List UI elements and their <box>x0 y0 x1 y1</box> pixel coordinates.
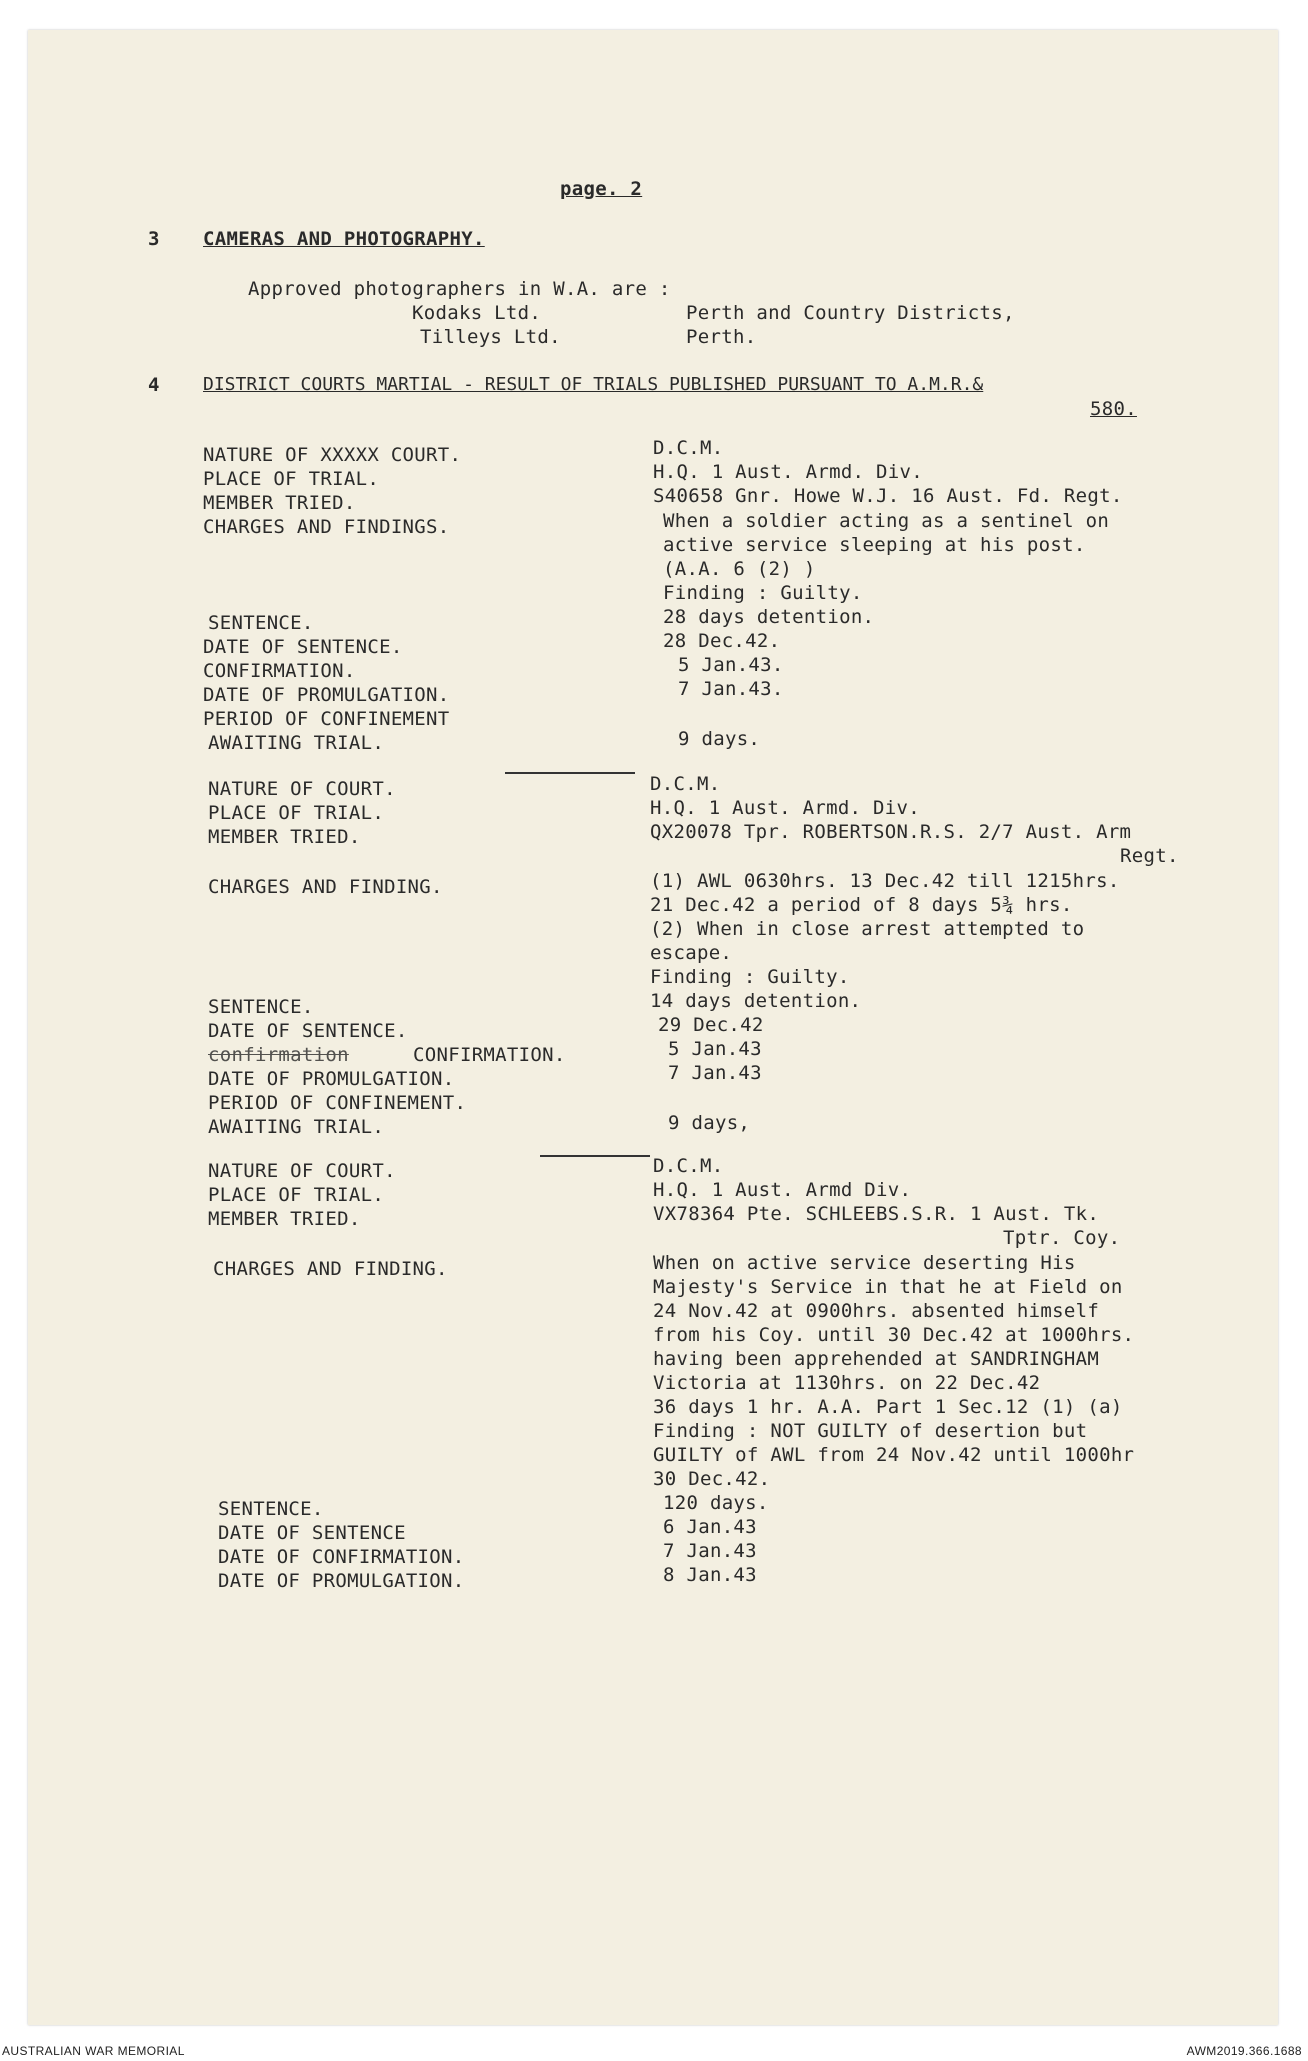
value-nature: D.C.M. <box>650 773 721 795</box>
label-charges: CHARGES AND FINDING. <box>208 876 443 898</box>
label-nature: NATURE OF COURT. <box>208 1160 396 1182</box>
photographer-area: Perth and Country Districts, <box>686 302 1015 324</box>
value-place: H.Q. 1 Aust. Armd. Div. <box>653 461 923 483</box>
value-member: QX20078 Tpr. ROBERTSON.R.S. 2/7 Aust. Arm <box>650 821 1132 843</box>
charges-line: (2) When in close arrest attempted to <box>650 918 1085 940</box>
value-date-of-sentence: 29 Dec.42 <box>658 1014 764 1036</box>
photographer-area: Perth. <box>686 326 757 348</box>
footer-accession-number: AWM2019.366.1688 <box>1186 2044 1302 2058</box>
charges-line: GUILTY of AWL from 24 Nov.42 until 1000hr <box>653 1444 1135 1466</box>
charges-line: Finding : Guilty. <box>650 966 850 988</box>
label-sentence: SENTENCE. <box>208 612 314 634</box>
label-awaiting-trial: AWAITING TRIAL. <box>208 1116 385 1138</box>
value-sentence: 120 days. <box>663 1492 769 1514</box>
label-member: MEMBER TRIED. <box>203 492 356 514</box>
section-4-heading-cont: 580. <box>1090 398 1137 420</box>
charges-line: having been apprehended at SANDRINGHAM <box>653 1348 1100 1370</box>
value-nature: D.C.M. <box>653 437 724 459</box>
label-confirmation: CONFIRMATION. <box>203 660 356 682</box>
page-label: page. 2 <box>560 178 643 200</box>
value-place: H.Q. 1 Aust. Armd. Div. <box>650 797 920 819</box>
label-member: MEMBER TRIED. <box>208 1208 361 1230</box>
value-confirmation: 5 Jan.43. <box>678 654 784 676</box>
label-place: PLACE OF TRIAL. <box>208 1184 385 1206</box>
value-sentence: 28 days detention. <box>663 606 875 628</box>
separator-rule <box>540 1155 650 1157</box>
label-nature: NATURE OF COURT. <box>208 778 396 800</box>
charges-line: (1) AWL 0630hrs. 13 Dec.42 till 1215hrs. <box>650 870 1120 892</box>
label-date-of-sentence: DATE OF SENTENCE. <box>203 636 403 658</box>
label-date-of-sentence: DATE OF SENTENCE <box>218 1522 406 1544</box>
photographer-name: Kodaks Ltd. <box>412 302 542 324</box>
label-promulgation: DATE OF PROMULGATION. <box>208 1068 455 1090</box>
struck-label: confirmation <box>208 1044 349 1066</box>
value-promulgation: 8 Jan.43 <box>663 1564 757 1586</box>
charges-line: from his Coy. until 30 Dec.42 at 1000hrs. <box>653 1324 1135 1346</box>
label-awaiting-trial: AWAITING TRIAL. <box>208 732 385 754</box>
label-confirmation: CONFIRMATION. <box>413 1044 566 1066</box>
label-promulgation: DATE OF PROMULGATION. <box>218 1570 465 1592</box>
charges-line: 36 days 1 hr. A.A. Part 1 Sec.12 (1) (a) <box>653 1396 1123 1418</box>
value-member-cont: Regt. <box>1120 845 1179 867</box>
section-3-number: 3 <box>148 228 160 250</box>
charges-line: active service sleeping at his post. <box>663 534 1086 556</box>
value-confirmation: 5 Jan.43 <box>668 1038 762 1060</box>
charges-line: 24 Nov.42 at 0900hrs. absented himself <box>653 1300 1100 1322</box>
label-date-of-sentence: DATE OF SENTENCE. <box>208 1020 408 1042</box>
section-4-number: 4 <box>148 374 160 396</box>
value-promulgation: 7 Jan.43. <box>678 678 784 700</box>
label-confinement: PERIOD OF CONFINEMENT. <box>208 1092 467 1114</box>
charges-line: 21 Dec.42 a period of 8 days 5¾ hrs. <box>650 894 1073 916</box>
label-member: MEMBER TRIED. <box>208 826 361 848</box>
label-nature: NATURE OF XXXXX COURT. <box>203 444 462 466</box>
label-charges: CHARGES AND FINDINGS. <box>203 516 450 538</box>
label-place: PLACE OF TRIAL. <box>203 468 380 490</box>
value-confinement: 9 days, <box>668 1112 751 1134</box>
section-4-heading: DISTRICT COURTS MARTIAL - RESULT OF TRIALS PUBLISHED PURSUANT TO A.M.R.& <box>203 374 984 395</box>
charges-line: Victoria at 1130hrs. on 22 Dec.42 <box>653 1372 1041 1394</box>
charges-line: 30 Dec.42. <box>653 1468 771 1490</box>
value-confirmation: 7 Jan.43 <box>663 1540 757 1562</box>
value-date-of-sentence: 28 Dec.42. <box>663 630 781 652</box>
charges-line: escape. <box>650 942 733 964</box>
label-sentence: SENTENCE. <box>218 1498 324 1520</box>
charges-line: When on active service deserting His <box>653 1252 1076 1274</box>
photographers-intro: Approved photographers in W.A. are : <box>248 278 671 300</box>
charges-line: Finding : Guilty. <box>663 582 863 604</box>
value-sentence: 14 days detention. <box>650 990 862 1012</box>
value-member-cont: Tptr. Coy. <box>1003 1227 1121 1249</box>
photographer-name: Tilleys Ltd. <box>420 326 561 348</box>
label-confinement: PERIOD OF CONFINEMENT <box>203 708 450 730</box>
value-place: H.Q. 1 Aust. Armd Div. <box>653 1179 912 1201</box>
value-promulgation: 7 Jan.43 <box>668 1062 762 1084</box>
label-promulgation: DATE OF PROMULGATION. <box>203 684 450 706</box>
footer-institution: AUSTRALIAN WAR MEMORIAL <box>2 2044 185 2058</box>
label-confirmation: DATE OF CONFIRMATION. <box>218 1546 465 1568</box>
label-charges: CHARGES AND FINDING. <box>213 1258 448 1280</box>
charges-line: Finding : NOT GUILTY of desertion but <box>653 1420 1088 1442</box>
value-nature: D.C.M. <box>653 1155 724 1177</box>
value-member: VX78364 Pte. SCHLEEBS.S.R. 1 Aust. Tk. <box>653 1203 1100 1225</box>
charges-line: (A.A. 6 (2) ) <box>663 558 816 580</box>
charges-line: When a soldier acting as a sentinel on <box>663 510 1110 532</box>
value-date-of-sentence: 6 Jan.43 <box>663 1516 757 1538</box>
separator-rule <box>505 772 635 774</box>
label-place: PLACE OF TRIAL. <box>208 802 385 824</box>
section-3-heading: CAMERAS AND PHOTOGRAPHY. <box>203 228 485 250</box>
value-confinement: 9 days. <box>678 728 761 750</box>
label-sentence: SENTENCE. <box>208 996 314 1018</box>
value-member: S40658 Gnr. Howe W.J. 16 Aust. Fd. Regt. <box>653 485 1123 507</box>
charges-line: Majesty's Service in that he at Field on <box>653 1276 1123 1298</box>
